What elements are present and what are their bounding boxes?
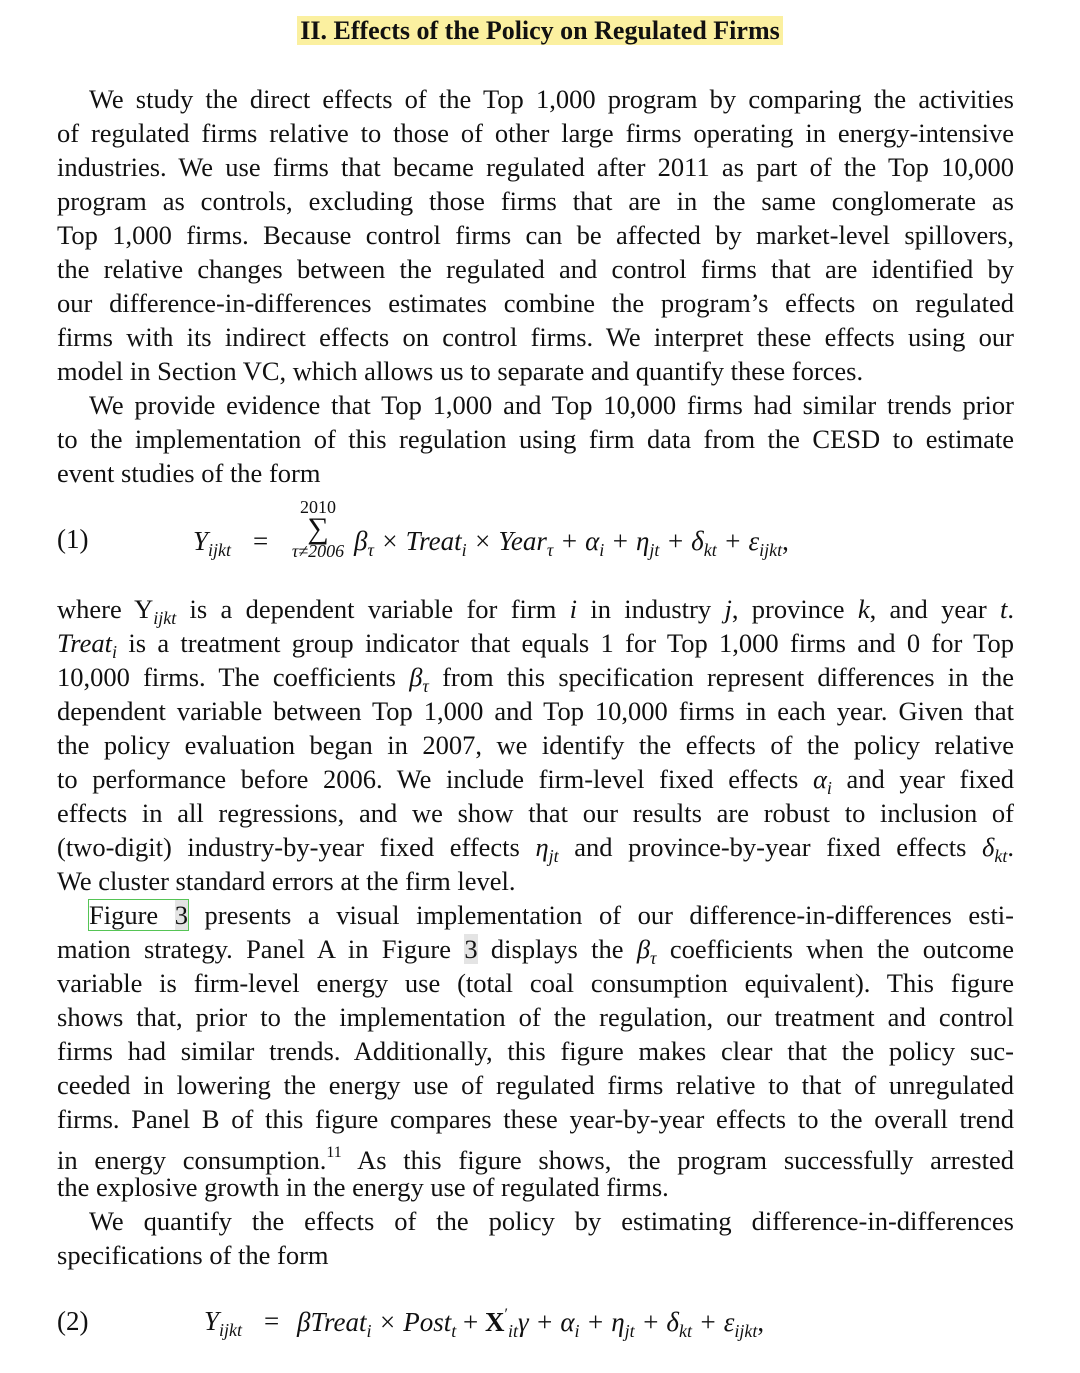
- paragraph-3: [57, 592, 1014, 898]
- footnote-11-marker[interactable]: 11: [326, 1144, 342, 1161]
- equation-2: [57, 1300, 1014, 1350]
- text-line: dependent variable between Top 1,000 and Top 10,000 firms in each year. Given that: [57, 696, 1014, 726]
- sum-symbol: ∑: [307, 512, 329, 545]
- text-line: in energy consumption.$^{11}$ As this figure shows, the program successfully arrested: [57, 1144, 1014, 1175]
- text-line: Top 1,000 firms. Because control firms can be affected by market-level spillovers,: [57, 220, 1014, 250]
- paragraph-4: [57, 898, 1014, 1204]
- text-line: model in Section VC, which allows us to separate and quantify these forces.: [57, 356, 864, 386]
- paragraph-5: [57, 1204, 1014, 1272]
- text-line: to performance before 2006. We include firm-level fixed effects $\alpha_i$ and year fixed: [57, 764, 1014, 798]
- text-line: Figure 3 presents a visual implementation of our difference-in-differences esti-: [89, 900, 1014, 930]
- text-line: 10,000 firms. The coefficients $\beta_\tau$ from this specification represent differences in the: [57, 662, 1014, 696]
- equation-1: [57, 498, 1014, 578]
- paragraph-2: [57, 388, 1014, 490]
- text-line: shows that, prior to the implementation of the regulation, our treatment and control: [57, 1002, 1014, 1032]
- text-line: We provide evidence that Top 1,000 and Top 10,000 firms had similar trends prior: [89, 390, 1014, 420]
- figure-3-ref[interactable]: 3: [464, 934, 478, 964]
- section-heading: [0, 14, 1080, 48]
- text-line: specifications of the form: [57, 1240, 329, 1270]
- text-line: firms with its indirect effects on control firms. We interpret these effects using our: [57, 322, 1014, 352]
- text-line: of regulated firms relative to those of other large firms operating in energy-intensive: [57, 118, 1014, 148]
- text-line: mation strategy. Panel A in Figure 3 displays the $\beta_\tau$ coefficients when the outcome: [57, 934, 1014, 968]
- paragraph-1: [57, 82, 1014, 388]
- sum-lower-limit: τ≠2006: [291, 541, 345, 561]
- text-line: Treat$_i$ is a treatment group indicator that equals 1 for Top 1,000 firms and 0 for Top: [57, 628, 1014, 662]
- equation-equals: =: [253, 526, 269, 556]
- summation-operator: [283, 498, 353, 560]
- figure-3-link[interactable]: Figure 3: [89, 900, 188, 930]
- text-line: event studies of the form: [57, 458, 321, 488]
- text-line: ceeded in lowering the energy use of regulated firms relative to that of unregulated: [57, 1070, 1014, 1100]
- equation-number: (2): [57, 1306, 89, 1336]
- text-line: program as controls, excluding those firms that are in the same conglomerate as: [57, 186, 1014, 216]
- equation-lhs: $Y_{ijkt}$: [193, 526, 232, 560]
- text-line: our difference-in-differences estimates combine the program’s effects on regulated: [57, 288, 1014, 318]
- text-line: We cluster standard errors at the firm level.: [57, 866, 516, 896]
- text-line: firms had similar trends. Additionally, this figure makes clear that the policy suc-: [57, 1036, 1014, 1066]
- equation-rhs: βTreat$_i$ × Post$_t$ + $X'_{it}\gamma + \alpha_i + \eta_{jt} + \delta_{kt} + \varepsilon_{ijkt}$,: [297, 1306, 765, 1341]
- sum-upper-limit: 2010: [300, 497, 336, 517]
- text-line: firms. Panel B of this figure compares these year-by-year effects to the overall trend: [57, 1104, 1014, 1134]
- text-line: variable is firm-level energy use (total coal consumption equivalent). This figure: [57, 968, 1014, 998]
- text-line: to the implementation of this regulation using firm data from the CESD to estimate: [57, 424, 1014, 454]
- equation-number: (1): [57, 524, 89, 554]
- text-line: We quantify the effects of the policy by estimating difference-in-differences: [89, 1206, 1014, 1236]
- text-line: effects in all regressions, and we show that our results are robust to inclusion of: [57, 798, 1014, 828]
- text-line: the relative changes between the regulated and control firms that are identified by: [57, 254, 1014, 284]
- text-line: the explosive growth in the energy use of regulated firms.: [57, 1172, 669, 1202]
- text-line: where $Y_{ijkt}$ is a dependent variable for firm i in industry j, province k, and year t.: [57, 594, 1015, 628]
- equation-equals: =: [264, 1306, 280, 1336]
- section-heading-text: II. Effects of the Policy on Regulated Firms: [297, 16, 782, 45]
- text-line: We study the direct effects of the Top 1,000 program by comparing the activities: [89, 84, 1014, 114]
- equation-lhs: $Y_{ijkt}$: [204, 1306, 243, 1340]
- text-line: industries. We use firms that became regulated after 2011 as part of the Top 10,000: [57, 152, 1014, 182]
- equation-rhs: $\beta_\tau$ × Treat$_i$ × Year$_\tau$ + $\alpha_i + \eta_{jt} + \delta_{kt} + \varepsilon_{ijkt}$,: [354, 526, 789, 560]
- text-line: (two-digit) industry-by-year fixed effects $\eta_{jt}$ and province-by-year fixed effects $\delta_{kt}$.: [57, 832, 1014, 866]
- text-line: the policy evaluation began in 2007, we identify the effects of the policy relative: [57, 730, 1014, 760]
